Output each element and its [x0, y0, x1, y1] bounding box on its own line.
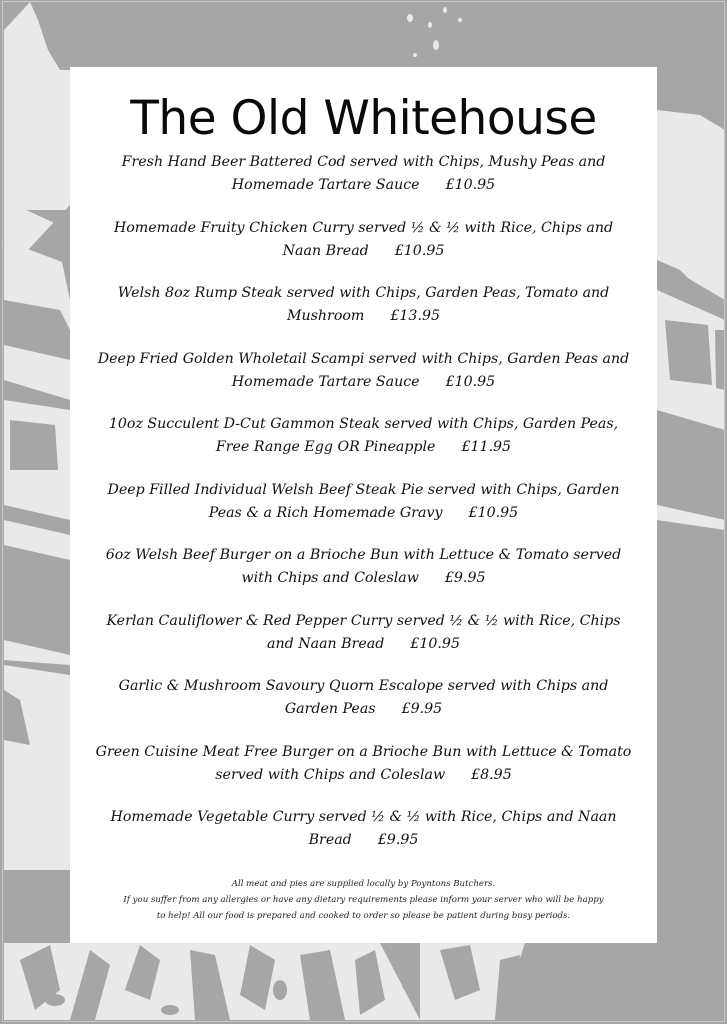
item-description: Homemade Fruity Chicken Curry served ½ & ½ with Rice, Chips and [113, 219, 614, 236]
menu-item [70, 806, 657, 872]
menu-panel [70, 67, 657, 943]
menu-items [70, 151, 657, 872]
item-description: Welsh 8oz Rump Steak served with Chips, Garden Peas, Tomato and [117, 285, 610, 301]
menu-item [70, 282, 657, 348]
item-price: £10.95 [410, 635, 460, 652]
item-description-cont: Homemade Tartare Sauce [231, 373, 420, 390]
item-price: £10.95 [394, 242, 445, 259]
menu-item [70, 348, 657, 414]
item-price: £9.95 [401, 701, 443, 717]
item-description: Fresh Hand Beer Battered Cod served with Chips, Mushy Peas and [121, 154, 606, 170]
item-description-cont: Bread [308, 832, 352, 848]
item-description-cont: Mushroom [286, 308, 365, 324]
item-description-cont: Peas & a Rich Homemade Gravy [208, 504, 443, 521]
menu-item [70, 610, 657, 676]
item-price: £11.95 [461, 439, 512, 455]
item-price: £13.95 [390, 308, 441, 324]
menu-item [70, 741, 657, 807]
menu-item [70, 675, 657, 741]
item-description-cont: Garden Peas [284, 701, 376, 717]
item-description-cont: Naan Bread [282, 242, 369, 259]
item-description-cont: Homemade Tartare Sauce [231, 177, 420, 193]
menu-item [70, 479, 657, 545]
item-description-cont: Free Range Egg OR Pineapple [215, 439, 436, 455]
allergy-note: If you suffer from any allergies or have any dietary requirements please inform your server who will be happy [123, 895, 604, 905]
item-price: £9.95 [444, 570, 486, 586]
item-price: £9.95 [377, 832, 419, 848]
item-price: £10.95 [445, 177, 496, 193]
menu-title: The Old Whitehouse [130, 91, 597, 146]
item-price: £10.95 [445, 373, 496, 390]
menu-item [70, 544, 657, 610]
supplier-note: All meat and pies are supplied locally by Poyntons Butchers. [231, 879, 496, 889]
menu-item [70, 151, 657, 217]
item-description-cont: and Naan Bread [267, 635, 385, 652]
item-description: Deep Filled Individual Welsh Beef Steak Pie served with Chips, Garden [107, 481, 620, 498]
item-description: Kerlan Cauliflower & Red Pepper Curry served ½ & ½ with Rice, Chips [106, 612, 621, 629]
item-description: Homemade Vegetable Curry served ½ & ½ with Rice, Chips and Naan [110, 809, 617, 825]
item-price: £8.95 [471, 766, 512, 783]
item-description: Deep Fried Golden Wholetail Scampi served with Chips, Garden Peas and [97, 350, 630, 367]
menu-footer-notes [70, 876, 657, 924]
item-description: Green Cuisine Meat Free Burger on a Brioche Bun with Lettuce & Tomato [95, 743, 632, 760]
item-description-cont: served with Chips and Coleslaw [215, 766, 446, 783]
item-description: Garlic & Mushroom Savoury Quorn Escalope served with Chips and [118, 678, 609, 694]
menu-item [70, 217, 657, 283]
cooking-note: to help! All our food is prepared and cooked to order so please be patient during busy periods. [156, 911, 571, 921]
menu-item [70, 413, 657, 479]
item-description-cont: with Chips and Coleslaw [241, 570, 419, 586]
item-price: £10.95 [468, 504, 519, 521]
item-description: 10oz Succulent D-Cut Gammon Steak served with Chips, Garden Peas, [108, 416, 619, 432]
item-description: 6oz Welsh Beef Burger on a Brioche Bun with Lettuce & Tomato served [105, 547, 622, 563]
